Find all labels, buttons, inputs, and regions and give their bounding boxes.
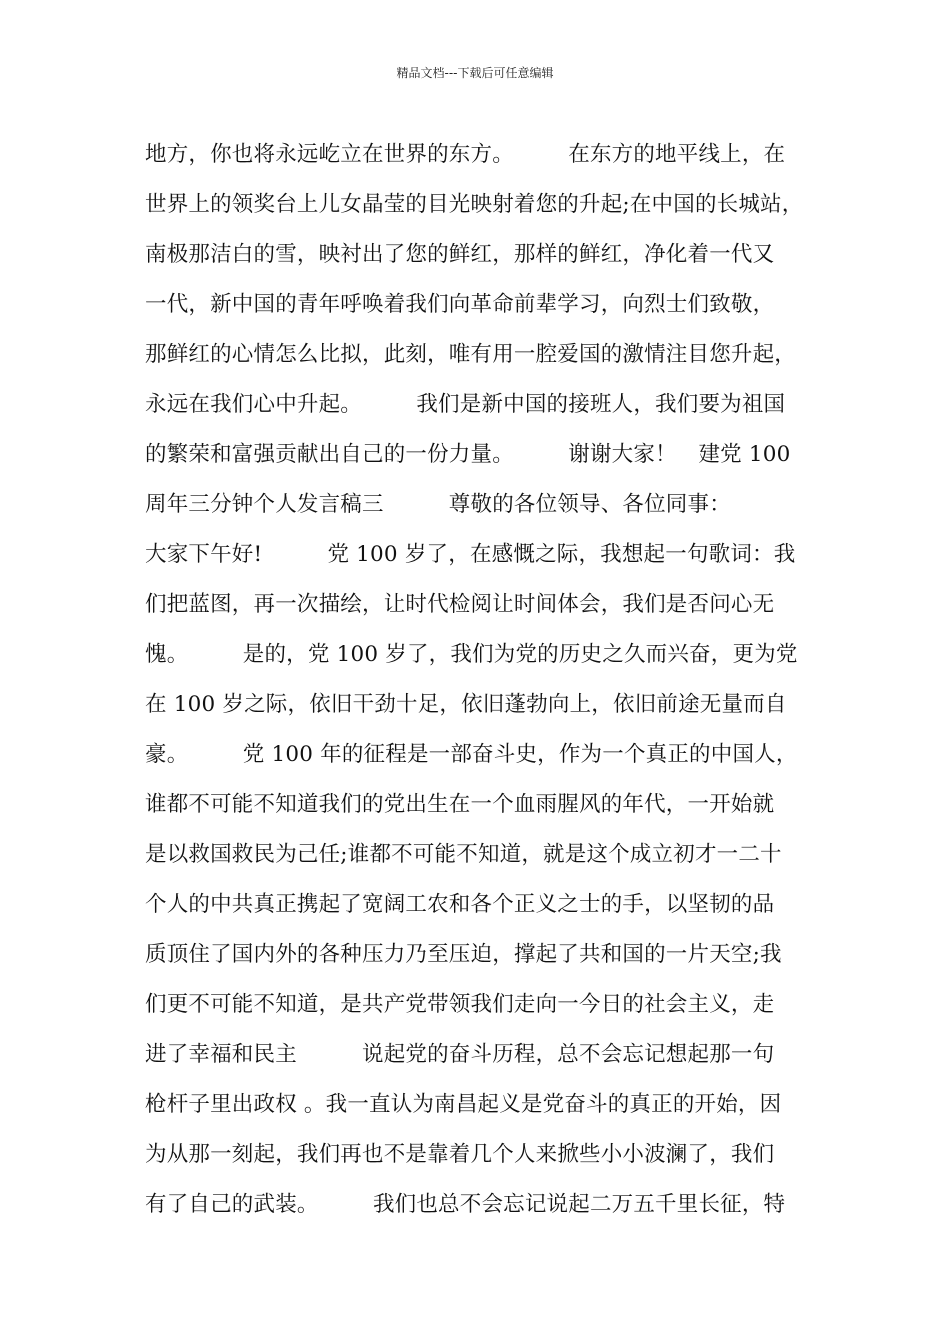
- text-line: 愧。 是的，党 100 岁了，我们为党的历史之久而兴奋，更为党: [145, 642, 798, 667]
- text-line: 在 100 岁之际，依旧干劲十足，依旧蓬勃向上，依旧前途无量而自: [145, 692, 787, 717]
- text-line: 豪。 党 100 年的征程是一部奋斗史，作为一个真正的中国人，: [145, 742, 798, 767]
- text-line: 地方，你也将永远屹立在世界的东方。 在东方的地平线上，在: [145, 142, 786, 167]
- text-line: 有了自己的武装。 我们也总不会忘记说起二万五千里长征，特: [145, 1192, 786, 1217]
- text-line: 南极那洁白的雪，映衬出了您的鲜红，那样的鲜红，净化着一代又: [145, 242, 775, 267]
- text-line: 们更不可能不知道，是共产党带领我们走向一今日的社会主义，走: [145, 992, 775, 1017]
- text-line: 的繁荣和富强贡献出自己的一份力量。 谢谢大家！ 建党 100: [145, 442, 791, 467]
- text-line: 那鲜红的心情怎么比拟，此刻，唯有用一腔爱国的激情注目您升起，: [145, 342, 797, 367]
- page-header: 精品文档---下载后可任意编辑: [396, 66, 554, 80]
- text-line: 质顶住了国内外的各种压力乃至压迫，撑起了共和国的一片天空;我: [145, 942, 782, 967]
- text-line: 一代，新中国的青年呼唤着我们向革命前辈学习，向烈士们致敬，: [145, 292, 775, 317]
- text-line: 永远在我们心中升起。 我们是新中国的接班人，我们要为祖国: [145, 392, 786, 417]
- text-line: 们把蓝图，再一次描绘，让时代检阅让时间体会，我们是否问心无: [145, 592, 775, 617]
- text-line: 枪杆子里出政权 。我一直认为南昌起义是党奋斗的真正的开始，因: [145, 1092, 782, 1117]
- text-line: 个人的中共真正携起了宽阔工农和各个正义之士的手，以坚韧的品: [145, 892, 775, 917]
- text-line: 谁都不可能不知道我们的党出生在一个血雨腥风的年代，一开始就: [145, 792, 775, 817]
- text-line: 为从那一刻起，我们再也不是靠着几个人来掀些小小波澜了，我们: [145, 1142, 775, 1167]
- text-line: 是以救国救民为己任;谁都不可能不知道，就是这个成立初才一二十: [145, 842, 782, 867]
- text-line: 世界上的领奖台上儿女晶莹的目光映射着您的升起;在中国的长城站，: [145, 192, 804, 217]
- document-body: [145, 130, 825, 1230]
- text-line: 大家下午好! 党 100 岁了，在感慨之际，我想起一句歌词：我: [145, 542, 796, 567]
- text-line: 进了幸福和民主 说起党的奋斗历程，总不会忘记想起那一句: [145, 1042, 775, 1067]
- text-line: 周年三分钟个人发言稿三 尊敬的各位领导、各位同事：: [145, 492, 731, 517]
